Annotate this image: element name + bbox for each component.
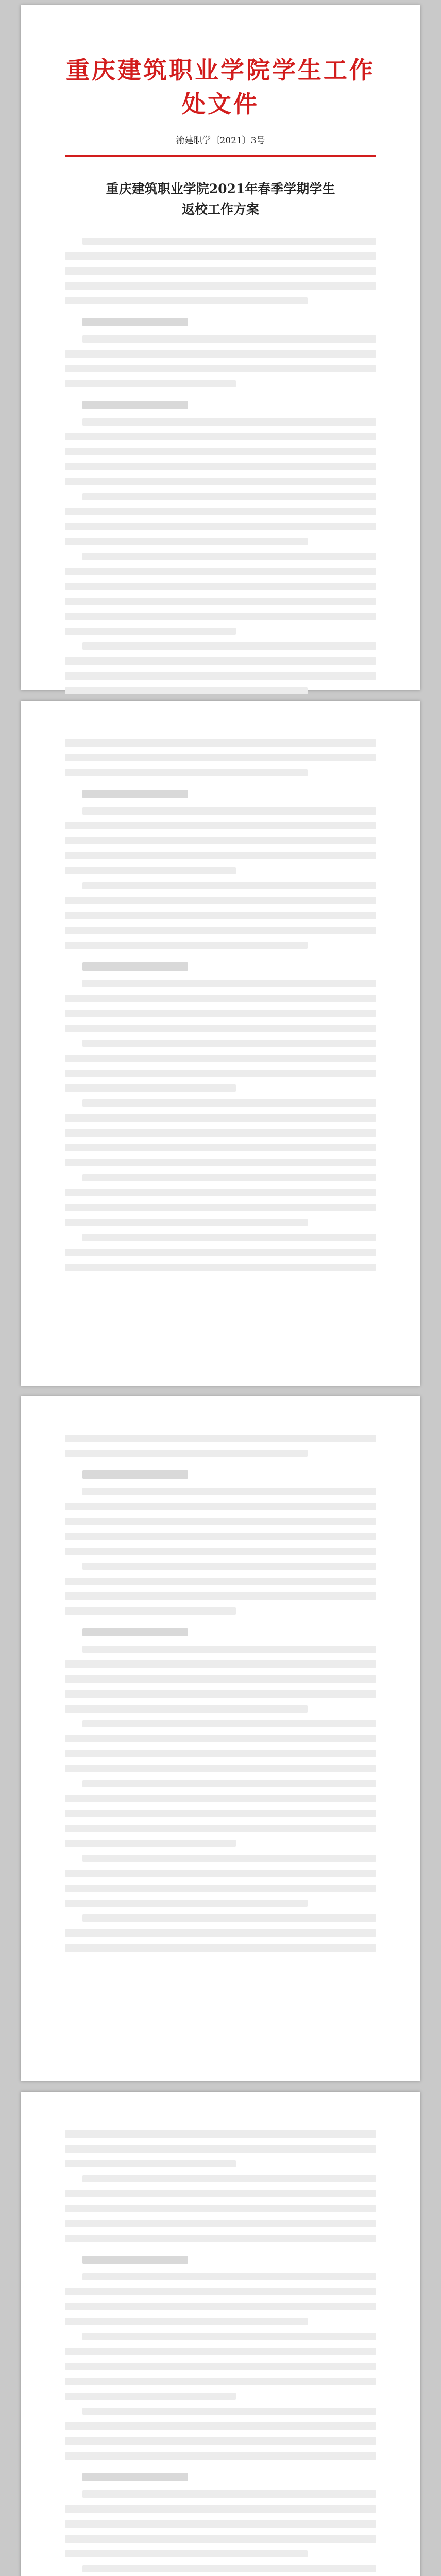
- title-line-2: 返校工作方案: [181, 202, 259, 217]
- body-text: [65, 739, 376, 1271]
- document-page-4: [21, 2092, 420, 2576]
- masthead: 重庆建筑职业学院学生工作处文件: [66, 56, 375, 118]
- red-divider: [65, 155, 376, 157]
- document-title: [65, 179, 376, 220]
- body-text: [65, 1435, 376, 1952]
- document-page-1: [21, 5, 420, 690]
- document-page-3: [21, 1396, 420, 2081]
- body-text: [65, 238, 376, 754]
- document-page-2: [21, 701, 420, 1386]
- body-text: [65, 2130, 376, 2576]
- document-number: 渝建职学〔2021〕3号: [176, 135, 265, 146]
- title-line-1: 重庆建筑职业学院2021年春季学期学生: [106, 181, 335, 196]
